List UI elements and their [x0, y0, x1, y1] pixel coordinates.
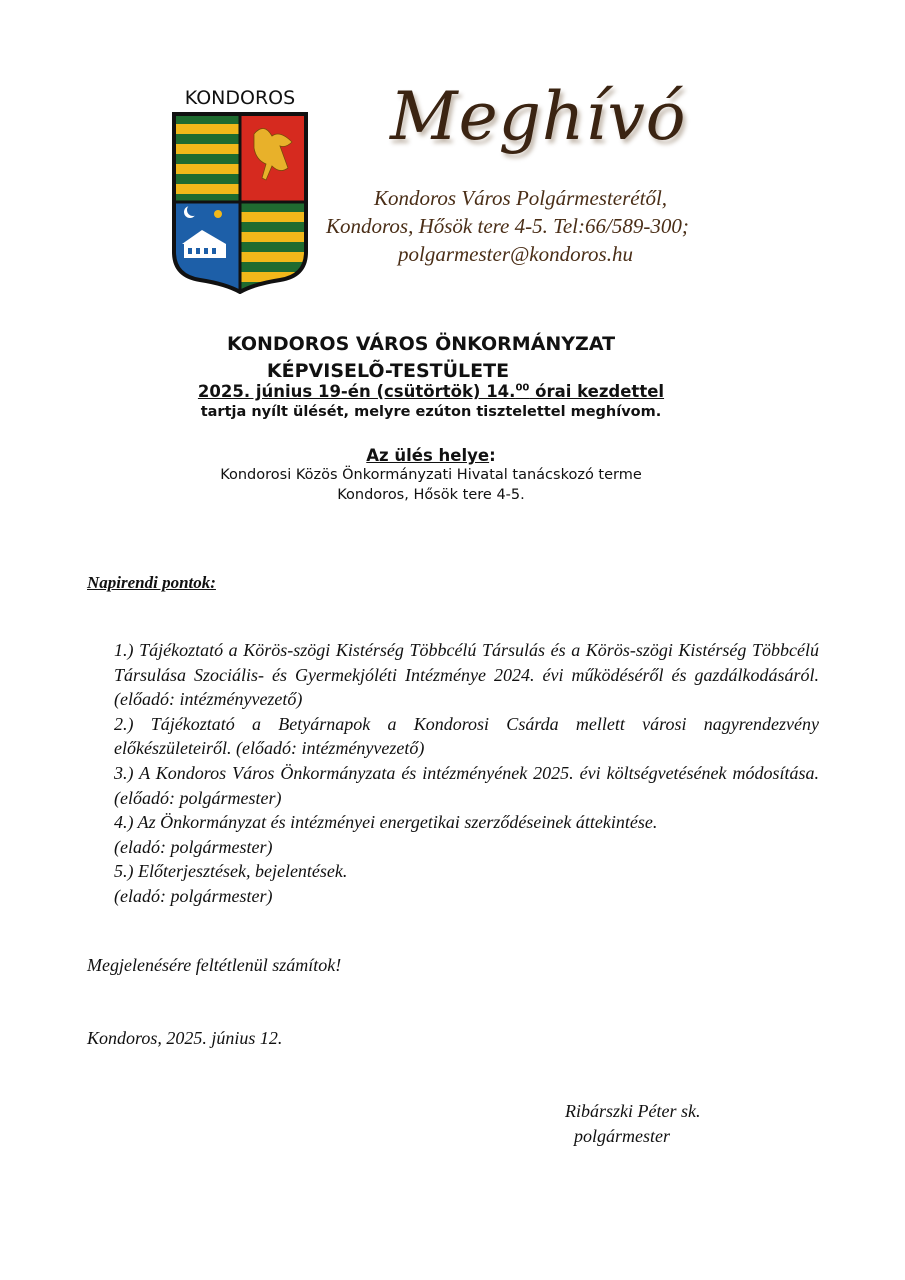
venue-line-2: Kondoros, Hősök tere 4-5. [337, 487, 525, 503]
agenda-item-5: 5.) Előterjesztések, bejelentések. [114, 861, 348, 882]
council-subtitle: KÉPVISELÕ-TESTÜLETE [266, 360, 510, 382]
signatory-title: polgármester [574, 1126, 670, 1146]
invite-text: tartja nyílt ülését, melyre ezúton tisztelettel meghívom. [200, 404, 662, 420]
meeting-date [0, 382, 862, 401]
invitation-title: Meghívó [390, 78, 687, 155]
sender-line-2: Kondoros, Hősök tere 4-5. Tel:66/589-300; [326, 214, 689, 238]
place-and-date: Kondoros, 2025. június 12. [87, 1028, 283, 1048]
agenda-item-4: 4.) Az Önkormányzat és intézményei energetikai szerződéseinek áttekintése. [114, 812, 658, 833]
sender-email: polgarmester@kondoros.hu [398, 242, 633, 266]
agenda-item-3: 3.) A Kondoros Város Önkormányzata és intézményének 2025. évi költségvetésének módosítása. (előadó: polgármester) [114, 762, 819, 808]
agenda-list [114, 638, 819, 909]
council-title: KONDOROS VÁROS ÖNKORMÁNYZAT [226, 333, 616, 355]
agenda-heading: Napirendi pontok: [87, 573, 216, 592]
venue-label-text: Az ülés helye [366, 446, 490, 465]
agenda-item-1: 1.) Tájékoztató a Körös-szögi Kistérség Többcélú Társulás és a Körös-szögi Kistérség Többcélú Társulása Szociális- és Gyermekjóléti Intézménye 2024. évi működéséről és gazdálkodásáról. (előadó: intézményvezető) [114, 640, 819, 710]
agenda-item-4-presenter: (eladó: polgármester) [114, 836, 273, 857]
venue-label-colon: : [489, 446, 496, 465]
sender-line-1: Kondoros Város Polgármesterétől, [374, 186, 668, 210]
meeting-date-tail: órai kezdettel [529, 382, 665, 401]
kondoros-coat-of-arms [168, 84, 312, 294]
crest-label: KONDOROS [184, 87, 296, 109]
meeting-date-minutes: 00 [515, 382, 530, 394]
agenda-item-2: 2.) Tájékoztató a Betyárnapok a Kondorosi Csárda mellett városi nagyrendezvény előkészületeiről. (előadó: intézményvezető) [114, 713, 819, 759]
venue-line-1: Kondorosi Közös Önkormányzati Hivatal tanácskozó terme [220, 467, 642, 483]
signatory-name: Ribárszki Péter sk. [565, 1101, 701, 1121]
closing-sentence: Megjelenésére feltétlenül számítok! [87, 955, 342, 975]
agenda-item-5-presenter: (eladó: polgármester) [114, 885, 273, 906]
venue-label [0, 446, 862, 465]
meeting-date-main: 2025. június 19-én (csütörtök) 14. [197, 382, 516, 401]
